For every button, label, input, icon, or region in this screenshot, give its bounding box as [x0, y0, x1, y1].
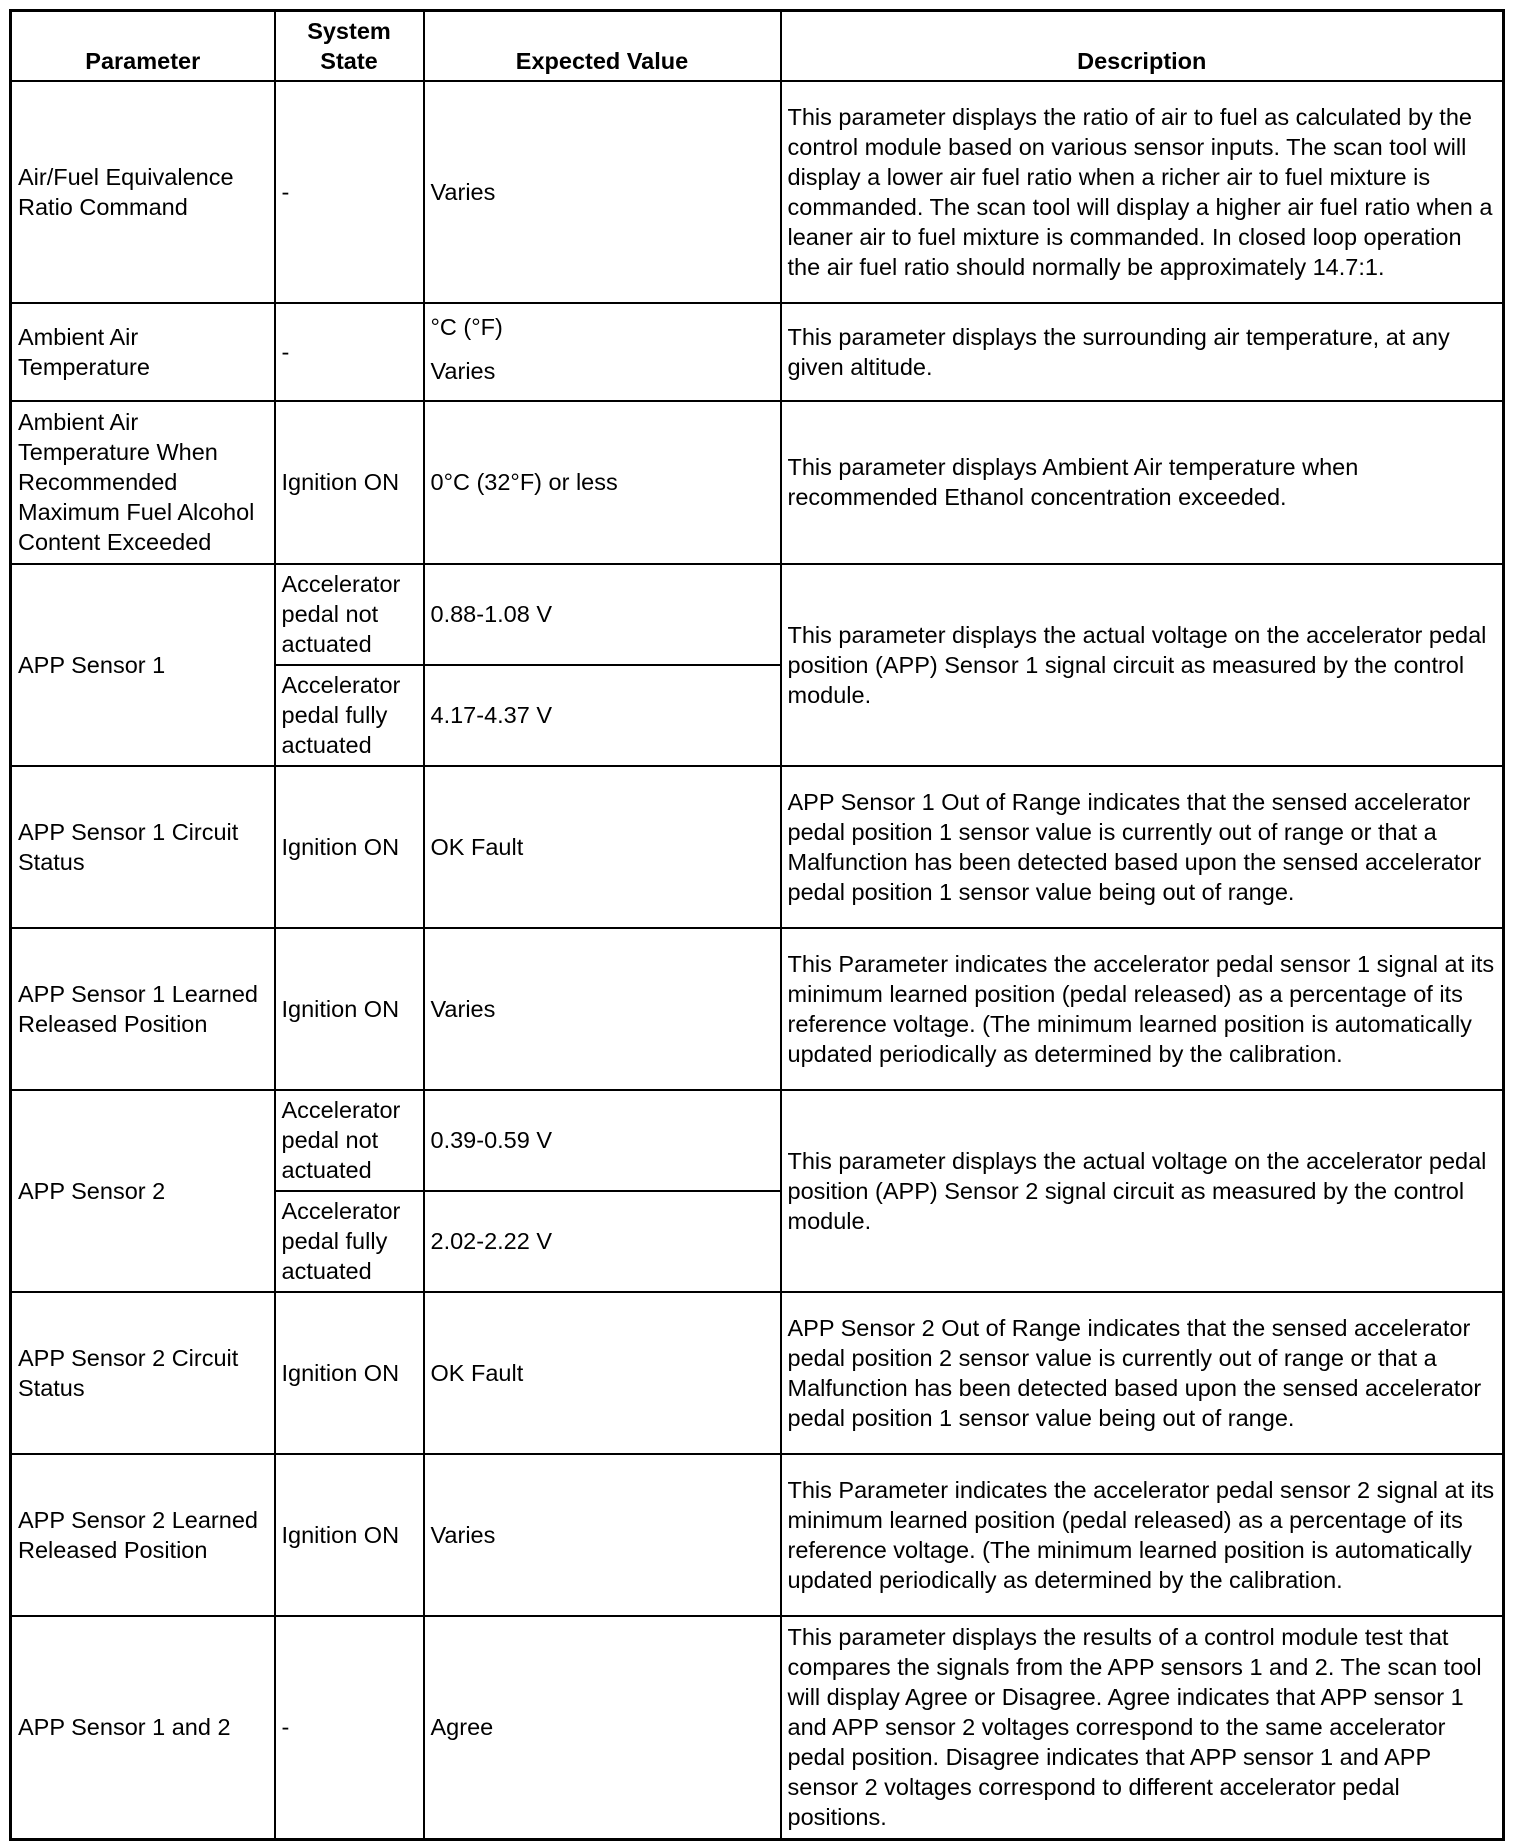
table-row — [11, 1292, 1504, 1454]
parameter-cell: APP Sensor 1 Circuit Status — [11, 766, 275, 928]
expected-value-cell: 0.39-0.59 V — [424, 1090, 781, 1191]
description-cell: This parameter displays the actual voltage on the accelerator pedal position (APP) Sensor 2 signal circuit as measured by the control module. — [781, 1090, 1504, 1292]
table-row — [11, 1454, 1504, 1616]
expected-value-cell: OK Fault — [424, 1292, 781, 1454]
expected-value-cell: 0.88-1.08 V — [424, 564, 781, 665]
expected-value-cell: Agree — [424, 1616, 781, 1840]
table-row — [11, 564, 1504, 665]
parameter-cell: Ambient Air Temperature — [11, 303, 275, 401]
description-cell: This parameter displays the results of a control module test that compares the signals from the APP sensors 1 and 2. The scan tool will display Agree or Disagree. Agree indicates that APP sensor 1 and APP sensor 2 voltages correspond to the same accelerator pedal position. Disagree indicates that APP sensor 1 and APP sensor 2 voltages correspond to different accelerator pedal positions. — [781, 1616, 1504, 1840]
table-row — [11, 81, 1504, 303]
table-row — [11, 303, 1504, 401]
description-cell: This Parameter indicates the accelerator pedal sensor 2 signal at its minimum learned position (pedal released) as a percentage of its reference voltage. (The minimum learned position is automatically updated periodically as determined by the calibration. — [781, 1454, 1504, 1616]
parameter-cell: APP Sensor 2 — [11, 1090, 275, 1292]
header-system-state: System State — [275, 11, 424, 81]
expected-value-cell: Varies — [424, 1454, 781, 1616]
expected-value-cell: 4.17-4.37 V — [424, 665, 781, 766]
parameter-cell: APP Sensor 1 Learned Released Position — [11, 928, 275, 1090]
description-cell: This parameter displays the actual voltage on the accelerator pedal position (APP) Sensor 1 signal circuit as measured by the control module. — [781, 564, 1504, 766]
expected-value-cell: Varies — [424, 928, 781, 1090]
description-cell: APP Sensor 1 Out of Range indicates that the sensed accelerator pedal position 1 sensor value is currently out of range or that a Malfunction has been detected based upon the sensed accelerator pedal position 1 sensor value being out of range. — [781, 766, 1504, 928]
expected-value-cell — [424, 303, 781, 401]
expected-value-text: Varies — [430, 357, 496, 384]
expected-value-cell: 0°C (32°F) or less — [424, 401, 781, 564]
expected-value-cell: OK Fault — [424, 766, 781, 928]
system-state-cell: Accelerator pedal not actuated — [275, 564, 424, 665]
expected-value-cell: Varies — [424, 81, 781, 303]
system-state-cell: - — [275, 81, 424, 303]
header-parameter: Parameter — [11, 11, 275, 81]
system-state-cell: Ignition ON — [275, 1454, 424, 1616]
system-state-cell: - — [275, 303, 424, 401]
parameter-cell: APP Sensor 2 Circuit Status — [11, 1292, 275, 1454]
header-description: Description — [781, 11, 1504, 81]
system-state-cell: Accelerator pedal fully actuated — [275, 1191, 424, 1292]
description-cell: This parameter displays the ratio of air to fuel as calculated by the control module based on various sensor inputs. The scan tool will display a lower air fuel ratio when a richer air to fuel mixture is commanded. The scan tool will display a higher air fuel ratio when a leaner air to fuel mixture is commanded. In closed loop operation the air fuel ratio should normally be approximately 14.7:1. — [781, 81, 1504, 303]
parameter-cell: Ambient Air Temperature When Recommended Maximum Fuel Alcohol Content Exceeded — [11, 401, 275, 564]
expected-value-cell: 2.02-2.22 V — [424, 1191, 781, 1292]
scan-data-document — [9, 9, 1505, 1841]
table-header-row — [11, 11, 1504, 81]
system-state-cell: Ignition ON — [275, 1292, 424, 1454]
system-state-cell: - — [275, 1616, 424, 1840]
parameter-cell: Air/Fuel Equivalence Ratio Command — [11, 81, 275, 303]
scan-data-table — [9, 9, 1505, 1841]
parameter-cell: APP Sensor 1 and 2 — [11, 1616, 275, 1840]
parameter-cell: APP Sensor 1 — [11, 564, 275, 766]
system-state-cell: Ignition ON — [275, 401, 424, 564]
table-row — [11, 928, 1504, 1090]
system-state-cell: Ignition ON — [275, 928, 424, 1090]
header-expected-value: Expected Value — [424, 11, 781, 81]
parameter-cell: APP Sensor 2 Learned Released Position — [11, 1454, 275, 1616]
table-row — [11, 401, 1504, 564]
description-cell: This parameter displays the surrounding air temperature, at any given altitude. — [781, 303, 1504, 401]
description-cell: APP Sensor 2 Out of Range indicates that the sensed accelerator pedal position 2 sensor value is currently out of range or that a Malfunction has been detected based upon the sensed accelerator pedal position 1 sensor value being out of range. — [781, 1292, 1504, 1454]
system-state-cell: Accelerator pedal not actuated — [275, 1090, 424, 1191]
table-row — [11, 766, 1504, 928]
description-cell: This parameter displays Ambient Air temperature when recommended Ethanol concentration exceeded. — [781, 401, 1504, 564]
system-state-cell: Ignition ON — [275, 766, 424, 928]
expected-value-unit: °C (°F) — [430, 313, 503, 340]
description-cell: This Parameter indicates the accelerator pedal sensor 1 signal at its minimum learned position (pedal released) as a percentage of its reference voltage. (The minimum learned position is automatically updated periodically as determined by the calibration. — [781, 928, 1504, 1090]
table-row — [11, 1090, 1504, 1191]
system-state-cell: Accelerator pedal fully actuated — [275, 665, 424, 766]
table-row — [11, 1616, 1504, 1840]
